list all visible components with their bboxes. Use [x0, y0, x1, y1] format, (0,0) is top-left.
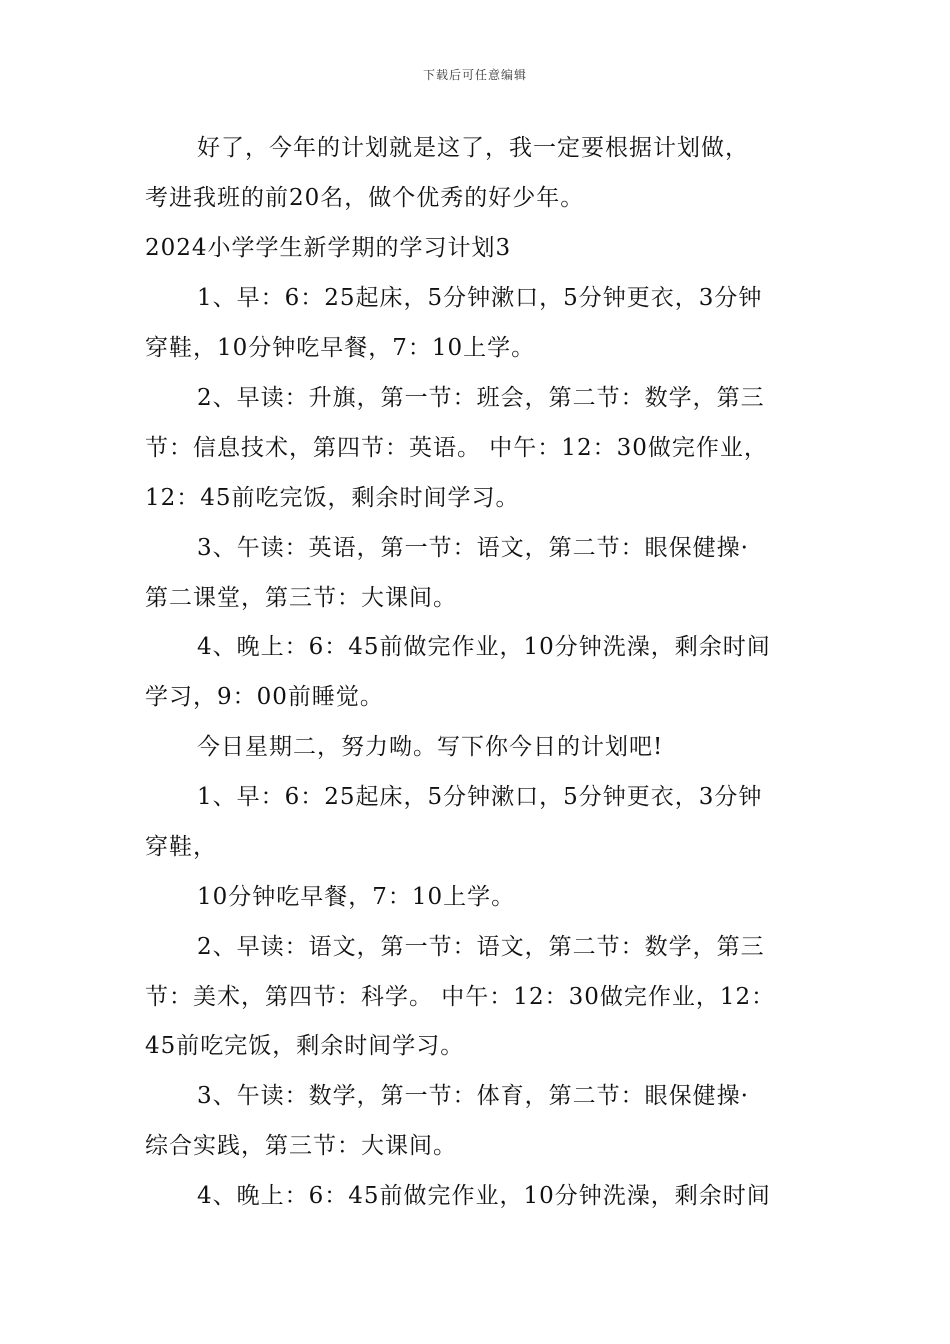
text-line: 1、早：6：25起床，5分钟漱口，5分钟更衣，3分钟 [197, 285, 763, 311]
section-heading: 2024小学学生新学期的学习计划3 [145, 235, 512, 261]
text-line: 好了，今年的计划就是这了，我一定要根据计划做， [197, 135, 749, 161]
text-line: 学习，9：00前睡觉。 [145, 684, 384, 710]
text-line: 12：45前吃完饭，剩余时间学习。 [145, 485, 520, 511]
text-line: 穿鞋， [145, 834, 217, 860]
text-line: 1、早：6：25起床，5分钟漱口，5分钟更衣，3分钟 [197, 784, 763, 810]
text-line: 穿鞋，10分钟吃早餐，7：10上学。 [145, 335, 536, 361]
text-line: 2、早读：语文，第一节：语文，第二节：数学，第三 [197, 934, 765, 960]
text-line: 3、午读：英语，第一节：语文，第二节：眼保健操· [197, 535, 749, 561]
text-line: 10分钟吃早餐，7：10上学。 [197, 884, 516, 910]
text-line: 2、早读：升旗，第一节：班会，第二节：数学，第三 [197, 385, 765, 411]
text-line: 3、午读：数学，第一节：体育，第二节：眼保健操· [197, 1083, 749, 1109]
text-line: 4、晚上：6：45前做完作业，10分钟洗澡，剩余时间 [197, 1183, 771, 1209]
text-line: 综合实践，第三节：大课间。 [145, 1133, 457, 1159]
text-line: 4、晚上：6：45前做完作业，10分钟洗澡，剩余时间 [197, 634, 771, 660]
text-line: 今日星期二，努力呦。写下你今日的计划吧! [197, 734, 664, 760]
text-line: 第二课堂，第三节：大课间。 [145, 585, 457, 611]
text-line: 节：信息技术，第四节：英语。 中午：12：30做完作业， [145, 435, 768, 461]
text-line: 考进我班的前20名，做个优秀的好少年。 [145, 185, 585, 211]
text-line: 节：美术，第四节：科学。 中午：12：30做完作业，12： [145, 984, 776, 1010]
text-line: 45前吃完饭，剩余时间学习。 [145, 1033, 465, 1059]
page-header: 下载后可任意编辑 [422, 68, 527, 82]
